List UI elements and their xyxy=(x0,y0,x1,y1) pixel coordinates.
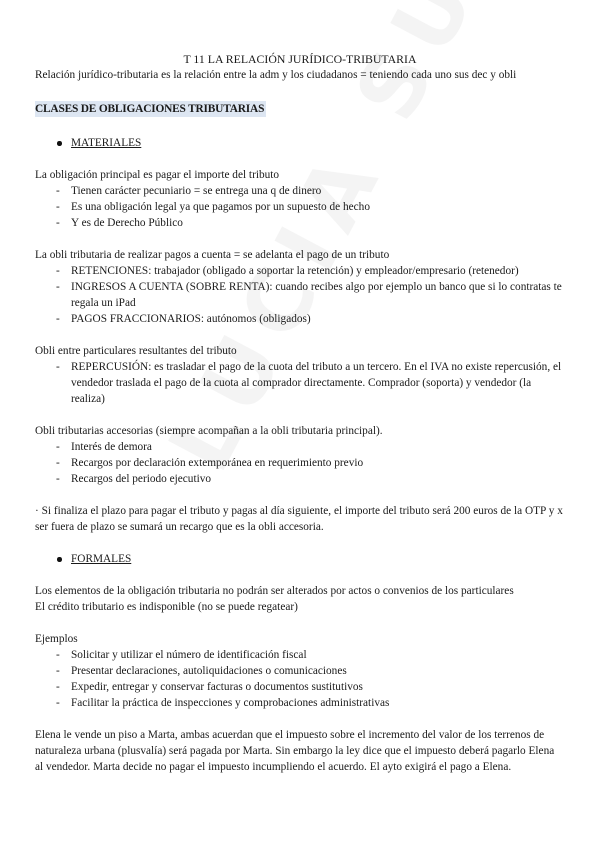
list-item: - REPERCUSIÓN: es trasladar el pago de la cuota del tributo a un tercero. En el IVA no existe repercusión, el vendedor traslada el pago de la cuota al comprador directamente. Comprador (soporta) y vendedor (la realiza) xyxy=(56,361,562,405)
list-accesorias xyxy=(35,439,565,487)
subheading-materiales: MATERIALES xyxy=(71,137,142,149)
list-item: - INGRESOS A CUENTA (SOBRE RENTA): cuando recibes algo por ejemplo un banco que si lo contratas te regala un iPad xyxy=(56,281,562,309)
case-paragraph: Elena le vende un piso a Marta, ambas acuerdan que el impuesto sobre el incremento del valor de los terrenos de naturaleza urbana (plusvalía) será pagada por Marta. Sin embargo la ley dice que el impuesto deberá pagarlo Elena al vendedor. Marta decide no pagar el impuesto incumpliendo el acuerdo. El ayto exigirá el pago a Elena. xyxy=(35,729,555,773)
ejemplos-label: Ejemplos xyxy=(35,633,78,645)
list-item: - Facilitar la práctica de inspecciones y comprobaciones administrativas xyxy=(56,697,390,709)
paragraph-particulares: Obli entre particulares resultantes del tributo xyxy=(35,345,237,357)
section-heading: CLASES DE OBLIGACIONES TRIBUTARIAS xyxy=(35,103,265,115)
list-item: - PAGOS FRACCIONARIOS: autónomos (obligados) xyxy=(56,313,311,325)
note-paragraph: · Si finaliza el plazo para pagar el tributo y pagas al día siguiente, el importe del tributo será 200 euros de la OTP y x ser fuera de plazo se sumará un recargo que es la obli accesoria. xyxy=(35,505,563,533)
list-item: - Recargos por declaración extemporánea en requerimiento previo xyxy=(56,457,364,469)
paragraph-formales-1: Los elementos de la obligación tributaria no podrán ser alterados por actos o convenios de los particulares xyxy=(35,585,514,597)
list-item: - Solicitar y utilizar el número de identificación fiscal xyxy=(56,649,307,661)
paragraph-principal: La obligación principal es pagar el importe del tributo xyxy=(35,169,280,181)
intro-paragraph: Relación jurídico-tributaria es la relación entre la adm y los ciudadanos = teniendo cada uno sus dec y obli xyxy=(35,69,517,81)
list-item: - Y es de Derecho Público xyxy=(56,217,183,229)
bullet-materiales xyxy=(35,135,565,151)
list-item: - Presentar declaraciones, autoliquidaciones o comunicaciones xyxy=(56,665,347,677)
list-item: - Interés de demora xyxy=(56,441,152,453)
subheading-formales: FORMALES xyxy=(71,553,132,565)
list-principal xyxy=(35,183,565,231)
list-ejemplos xyxy=(35,647,565,711)
paragraph-a-cuenta: La obli tributaria de realizar pagos a cuenta = se adelanta el pago de un tributo xyxy=(35,249,390,261)
list-item: - Tienen carácter pecuniario = se entrega una q de dinero xyxy=(56,185,322,197)
list-item: - Recargos del periodo ejecutivo xyxy=(56,473,212,485)
list-a-cuenta xyxy=(35,263,565,327)
bullet-dot-icon xyxy=(57,557,62,562)
bullet-formales xyxy=(35,551,565,567)
paragraph-accesorias: Obli tributarias accesorias (siempre acompañan a la obli tributaria principal). xyxy=(35,425,383,437)
list-item: - Es una obligación legal ya que pagamos por un supuesto de hecho xyxy=(56,201,370,213)
list-particulares xyxy=(35,359,565,407)
bullet-dot-icon xyxy=(57,141,62,146)
paragraph-formales-2: El crédito tributario es indisponible (no se puede regatear) xyxy=(35,601,298,613)
document-body xyxy=(35,51,565,775)
list-item: - Expedir, entregar y conservar facturas o documentos sustitutivos xyxy=(56,681,363,693)
list-item: - RETENCIONES: trabajador (obligado a soportar la retención) y empleador/empresario (retenedor) xyxy=(56,265,519,277)
page-title: T 11 LA RELACIÓN JURÍDICO-TRIBUTARIA xyxy=(183,52,417,66)
